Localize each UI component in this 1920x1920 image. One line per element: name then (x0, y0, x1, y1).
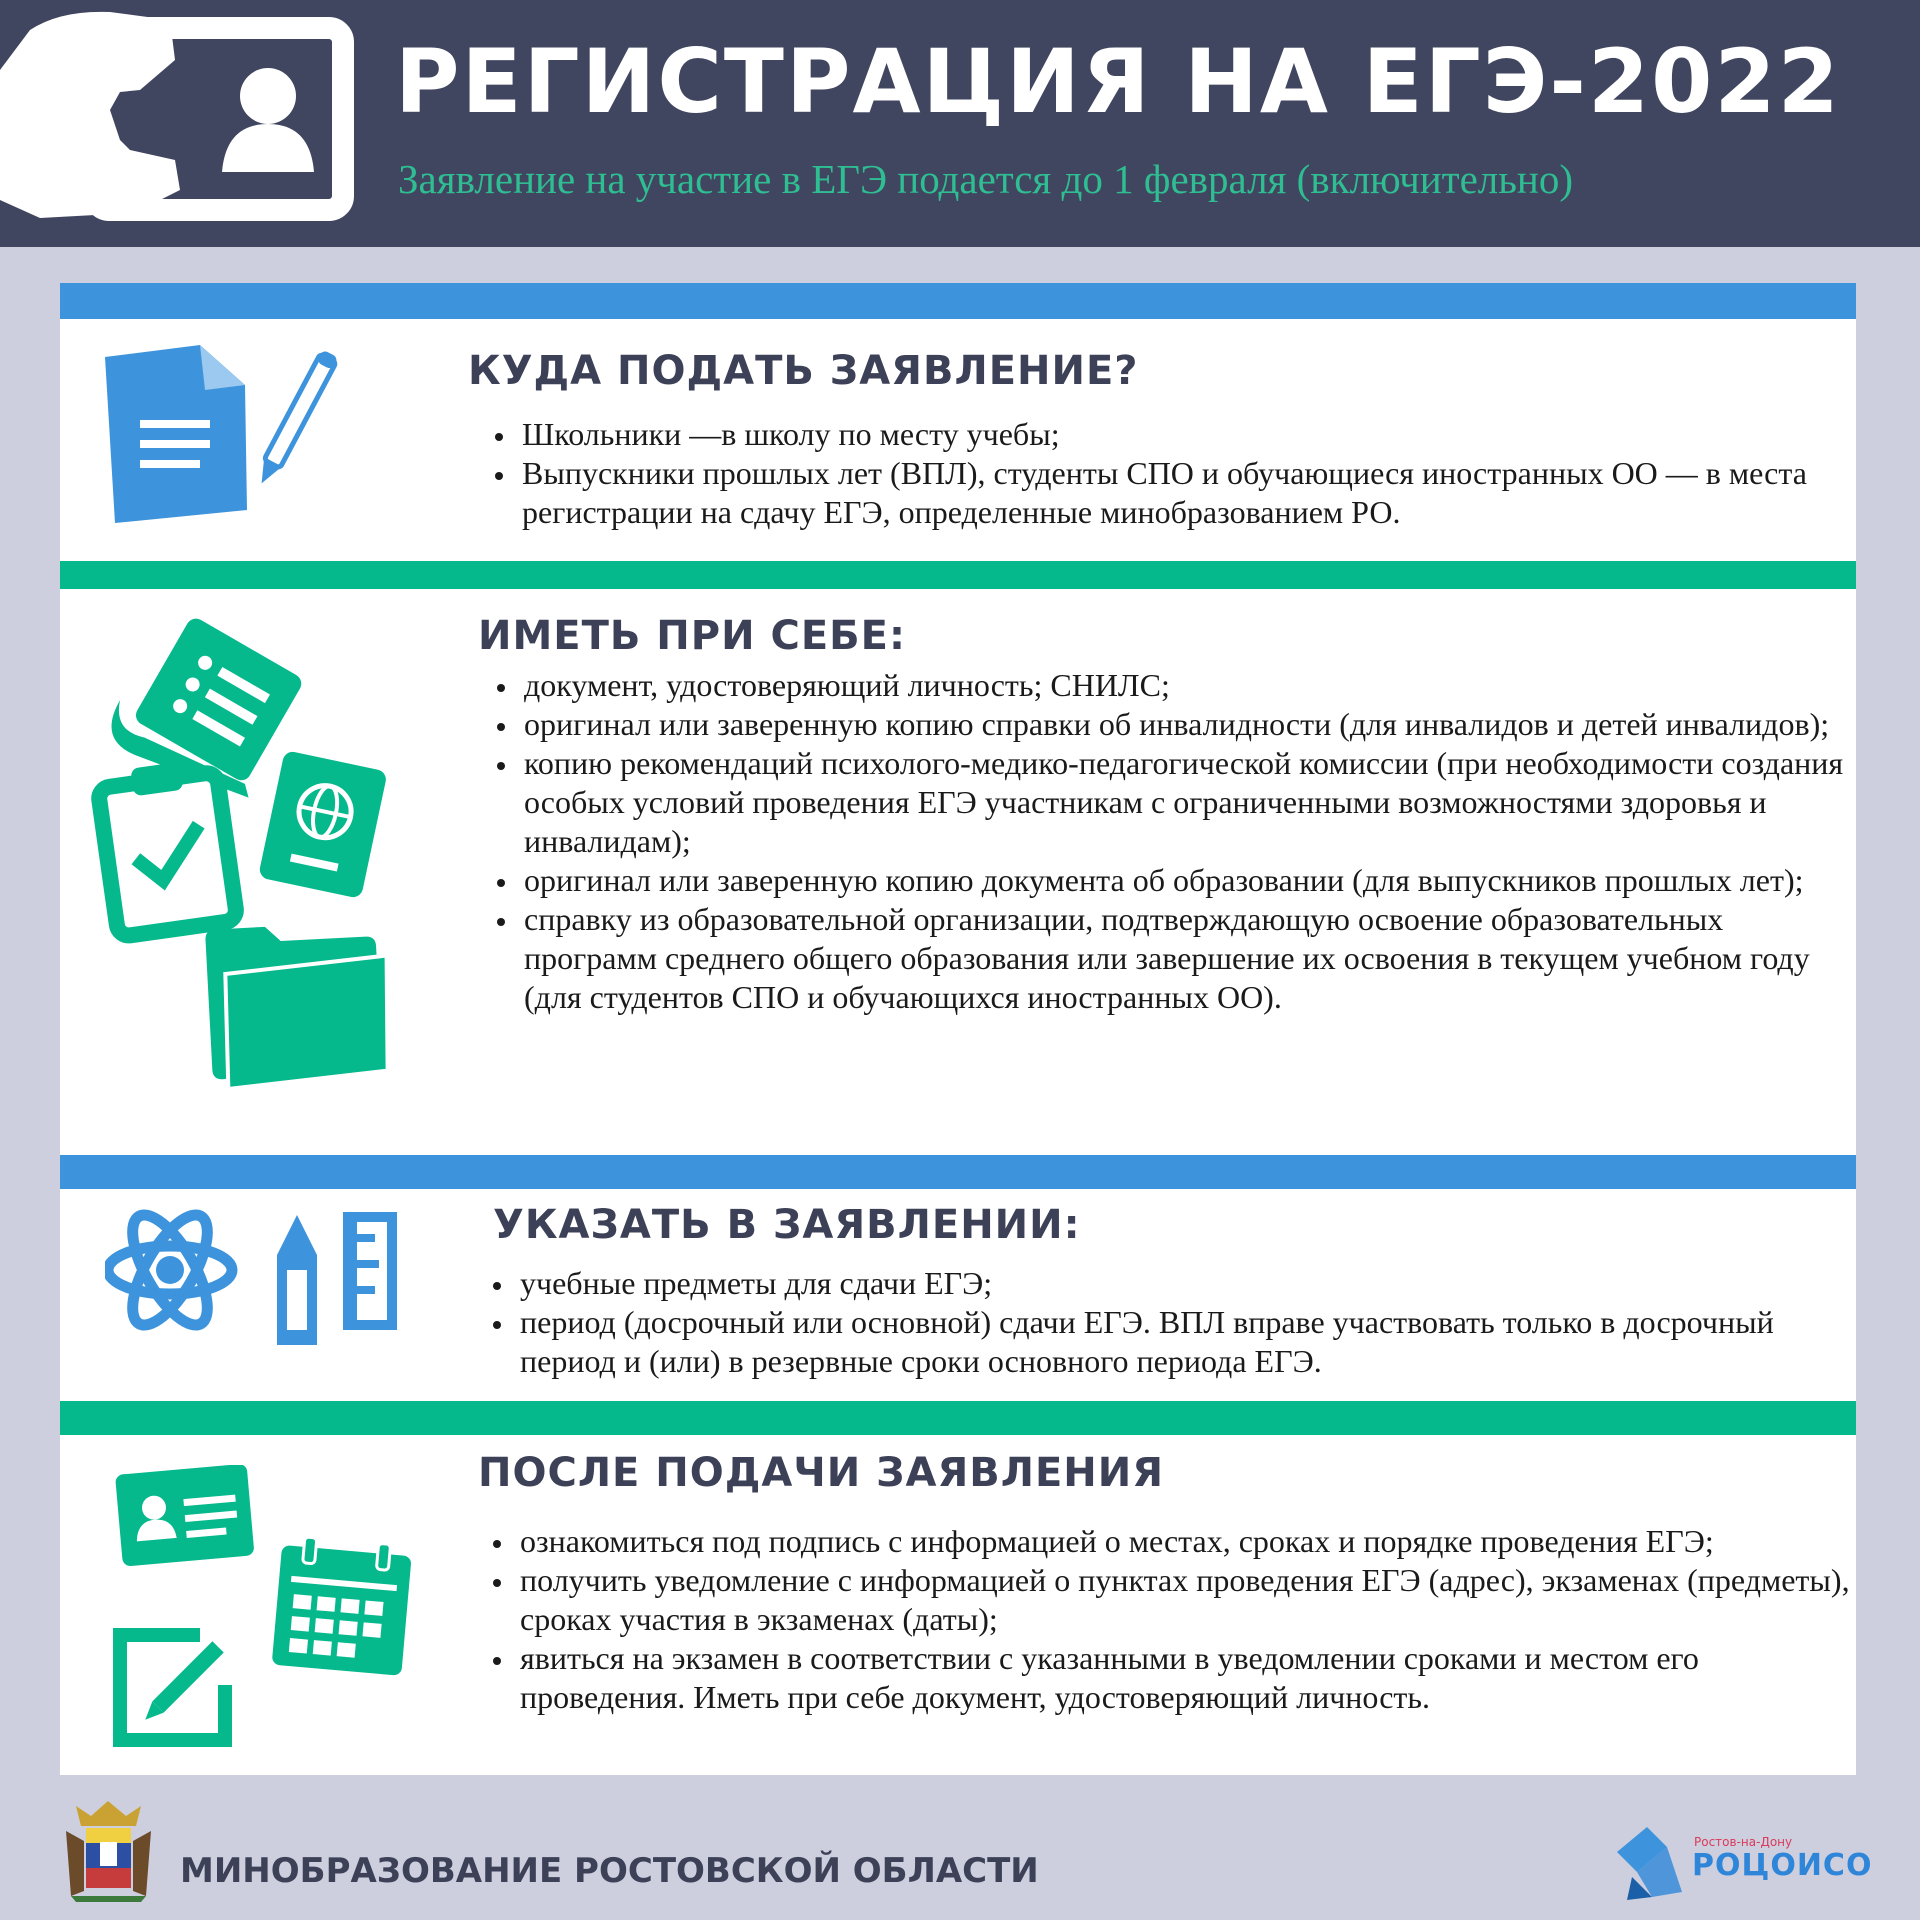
id-card-hand-icon (0, 0, 360, 247)
coat-of-arms-icon (56, 1796, 161, 1904)
section-1-title: КУДА ПОДАТЬ ЗАЯВЛЕНИЕ? (468, 348, 1139, 394)
section-3-list (478, 1264, 1856, 1381)
list-item: • справку из образовательной организации, подтверждающую освоение образовательных программ среднего общего образования или завершение их освоения в текущем учебном году (для студентов СПО и обучающихся иностранных ОО). (520, 900, 1860, 1017)
clipboard-check-icon (96, 757, 238, 937)
list-item: • учебные предметы для сдачи ЕГЭ; (516, 1264, 1856, 1303)
logo-name: РОЦОИСО (1692, 1848, 1873, 1883)
rocoi-logo-icon (1612, 1822, 1692, 1902)
list-item: • период (досрочный или основной) сдачи ЕГЭ. ВПЛ вправе участвовать только в досрочный период и (или) в резервные сроки основного периода ЕГЭ. (516, 1303, 1856, 1381)
section-2-title: ИМЕТЬ ПРИ СЕБЕ: (478, 613, 906, 659)
atom-icon (108, 1204, 232, 1335)
list-item: • оригинал или заверенную копию документа об образовании (для выпускников прошлых лет); (520, 861, 1860, 900)
pencil-icon (254, 349, 339, 487)
list-item: • оригинал или заверенную копию справки об инвалидности (для инвалидов и детей инвалидов); (520, 705, 1860, 744)
calendar-icon (272, 1535, 413, 1676)
after-submission-icons (105, 1465, 425, 1755)
list-item: • явиться на экзамен в соответствии с указанными в уведомлении сроками и местом его проведения. Иметь при себе документ, удостоверяющий личность. (516, 1639, 1861, 1717)
section-4-band (60, 1401, 1856, 1435)
page-title: РЕГИСТРАЦИЯ НА ЕГЭ-2022 (395, 30, 1841, 133)
document-icon (105, 345, 247, 523)
header (0, 0, 1920, 247)
list-item: • Выпускники прошлых лет (ВПЛ), студенты СПО и обучающиеся иностранных ОО — в места регистрации на сдачу ЕГЭ, определенные минобразованием РО. (518, 454, 1858, 532)
folder-icon (205, 921, 393, 1090)
list-item: • Школьники —в школу по месту учебы; (518, 415, 1858, 454)
logo-city-label: Ростов-на-Дону (1694, 1835, 1793, 1849)
section-1-list (480, 415, 1858, 532)
id-card-icon (115, 1465, 255, 1567)
subjects-icons (105, 1195, 405, 1345)
list-item: • копию рекомендаций психолого-медико-педагогической комиссии (при необходимости создания особых условий проведения ЕГЭ участникам с ограниченными возможностями здоровья и инвалидам); (520, 744, 1860, 861)
list-item: • ознакомиться под подпись с информацией о местах, сроках и порядке проведения ЕГЭ; (516, 1522, 1861, 1561)
list-item: • документ, удостоверяющий личность; СНИЛС; (520, 666, 1860, 705)
section-1-band (60, 283, 1856, 319)
section-2-band (60, 561, 1856, 589)
ruler-icon (343, 1212, 397, 1330)
edit-icon (120, 1635, 225, 1740)
section-2-list (482, 666, 1860, 1017)
pencil-case-icon (277, 1215, 317, 1345)
page-subtitle: Заявление на участие в ЕГЭ подается до 1 февраля (включительно) (398, 156, 1574, 202)
section-4-list (478, 1522, 1861, 1717)
section-3-title: УКАЗАТЬ В ЗАЯВЛЕНИИ: (493, 1202, 1081, 1248)
passport-icon (258, 750, 388, 899)
documents-icons (85, 600, 415, 1100)
list-item: • получить уведомление с информацией о пунктах проведения ЕГЭ (адрес), экзаменах (предметы), сроках участия в экзаменах (даты); (516, 1561, 1861, 1639)
ministry-name: МИНОБРАЗОВАНИЕ РОСТОВСКОЙ ОБЛАСТИ (180, 1851, 1039, 1891)
section-3-band (60, 1155, 1856, 1189)
document-pencil-icons (95, 345, 405, 525)
section-4-title: ПОСЛЕ ПОДАЧИ ЗАЯВЛЕНИЯ (478, 1450, 1165, 1496)
